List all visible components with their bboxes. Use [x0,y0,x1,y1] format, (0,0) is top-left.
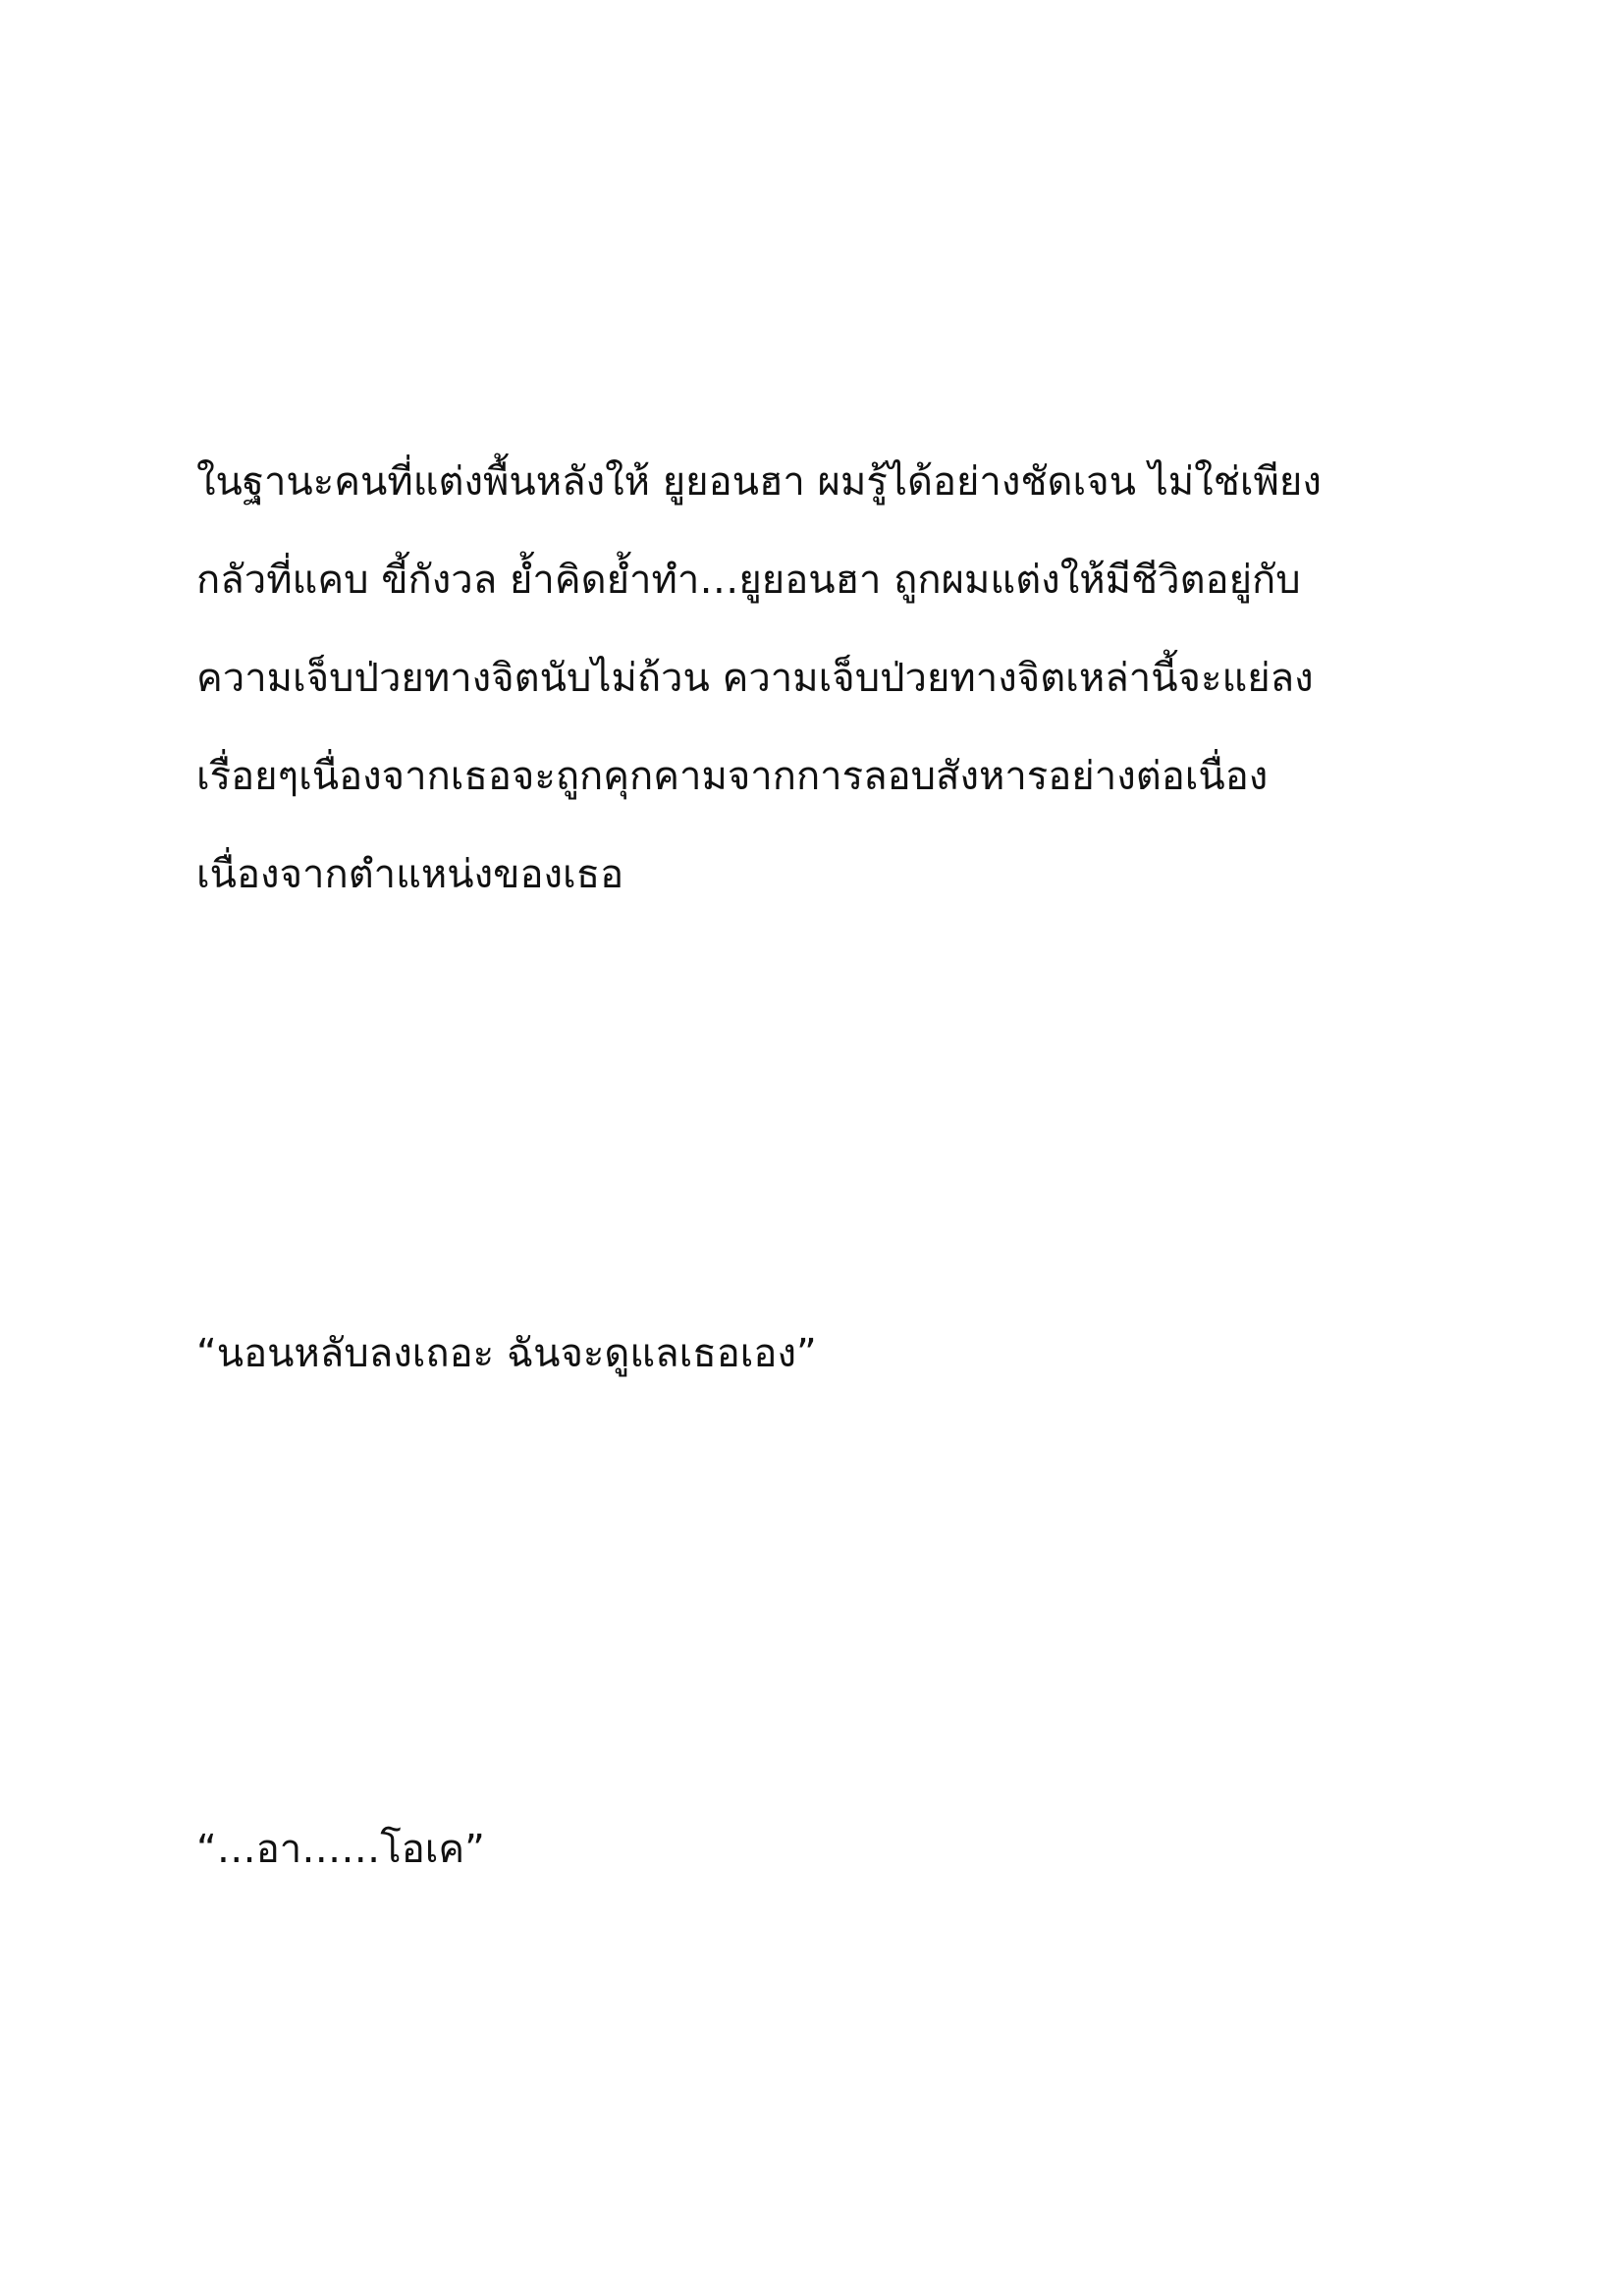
paragraph-line: ในฐานะคนที่แต่งพื้นหลังให้ ยูยอนฮา ผมรู้ได้อย่างชัดเจน ไม่ใช่เพียง [196,459,1322,505]
paragraph-line: กลัวที่แคบ ขี้กังวล ย้ำคิดย้ำทำ…ยูยอนฮา ถูกผมแต่งให้มีชีวิตอยู่กับ [196,558,1301,603]
paragraph-line: ความเจ็บป่วยทางจิตนับไม่ถ้วน ความเจ็บป่วยทางจิตเหล่านี้จะแย่ลง [196,656,1314,701]
dialogue-line: “นอนหลับลงเถอะ ฉันจะดูแลเธอเอง” [196,1331,817,1376]
paragraph-line: เรื่อยๆเนื่องจากเธอจะถูกคุกคามจากการลอบสังหารอย่างต่อเนื่อง [196,754,1269,799]
dialogue-line: “…อา……โอเค” [196,1827,485,1872]
paragraph-line: เนื่องจากตำแหน่งของเธอ [196,852,624,897]
